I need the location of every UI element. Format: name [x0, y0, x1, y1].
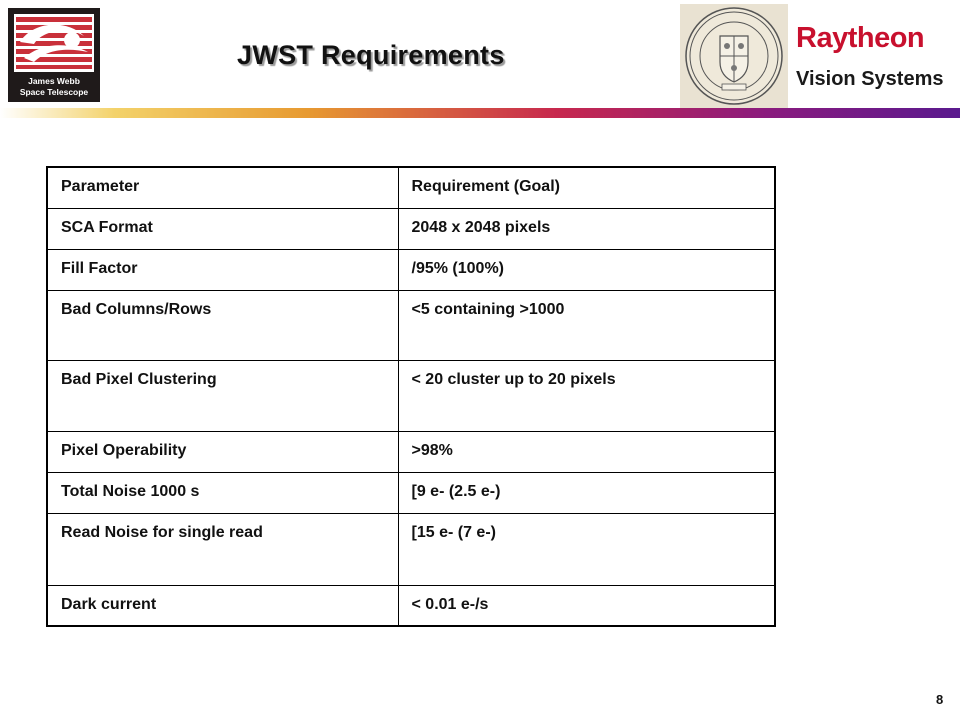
param-cell: Total Noise 1000 s	[47, 472, 398, 513]
page-title: JWST Requirements	[237, 40, 505, 70]
table-header-row	[47, 167, 775, 208]
raytheon-wordmark: Raytheon	[796, 22, 925, 54]
university-seal	[680, 4, 788, 108]
table-row	[47, 472, 775, 513]
value-cell: /95% (100%)	[398, 249, 775, 290]
jwst-logo	[8, 8, 100, 102]
column-header-parameter: Parameter	[47, 167, 398, 208]
value-cell: >98%	[398, 431, 775, 472]
value-cell: [9 e- (2.5 e-)	[398, 472, 775, 513]
jwst-emblem-icon	[14, 14, 94, 72]
requirements-table	[46, 166, 776, 627]
param-cell: Fill Factor	[47, 249, 398, 290]
value-cell: 2048 x 2048 pixels	[398, 208, 775, 249]
param-cell: Pixel Operability	[47, 431, 398, 472]
table-row	[47, 513, 775, 585]
value-cell: < 0.01 e-/s	[398, 585, 775, 626]
raytheon-division: Vision Systems	[796, 68, 944, 90]
table-row	[47, 585, 775, 626]
value-cell: [15 e- (7 e-)	[398, 513, 775, 585]
column-header-requirement: Requirement (Goal)	[398, 167, 775, 208]
table-row	[47, 290, 775, 360]
param-cell: Bad Pixel Clustering	[47, 360, 398, 431]
value-cell: <5 containing >1000	[398, 290, 775, 360]
table-row	[47, 249, 775, 290]
param-cell: Dark current	[47, 585, 398, 626]
table-row	[47, 360, 775, 431]
page-number: 8	[936, 692, 944, 707]
jwst-logo-line2: Space Telescope	[19, 87, 89, 97]
university-seal-icon	[680, 4, 788, 108]
param-cell: Bad Columns/Rows	[47, 290, 398, 360]
param-cell: SCA Format	[47, 208, 398, 249]
table-row	[47, 208, 775, 249]
value-cell: < 20 cluster up to 20 pixels	[398, 360, 775, 431]
table-row	[47, 431, 775, 472]
param-cell: Read Noise for single read	[47, 513, 398, 585]
header-gradient-bar	[0, 108, 960, 118]
jwst-logo-line1: James Webb	[28, 76, 80, 86]
